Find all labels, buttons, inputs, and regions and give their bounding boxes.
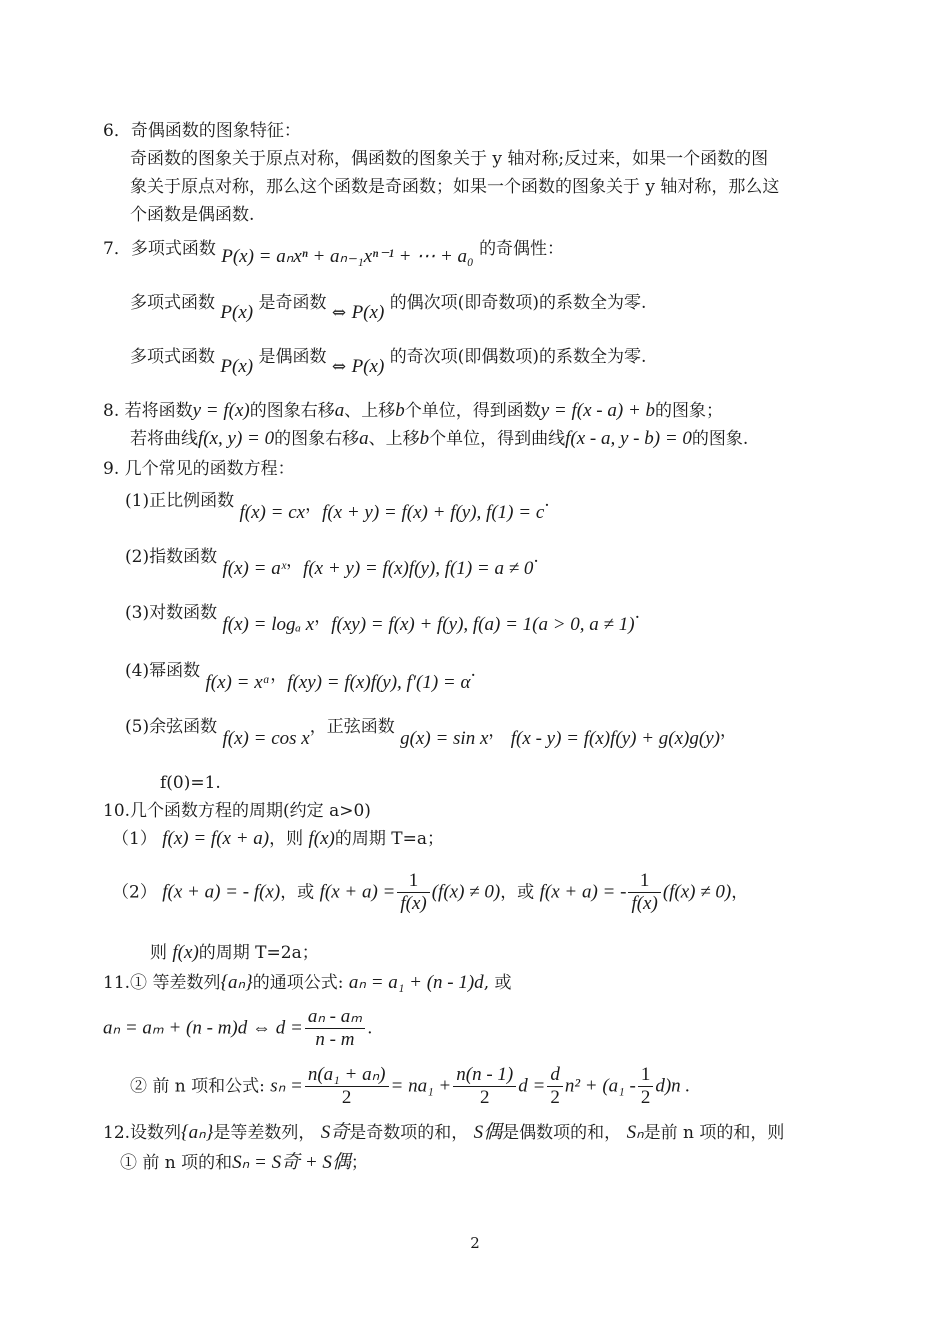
s9-item-3-definition: f(x) = logₐ x — [222, 614, 315, 635]
s10-fraction-2-numerator: 1 — [628, 870, 660, 893]
odd-rule-px-1: P(x) — [220, 302, 254, 323]
s11-sum-lhs: sₙ = — [270, 1075, 303, 1097]
s10-item-1 — [112, 828, 444, 850]
s8-l2-text-e: 的图象. — [691, 429, 749, 449]
section-12-line-2 — [120, 1152, 368, 1174]
s9-item-1-equation: f(x + y) = f(x) + f(y), f(1) = c — [322, 502, 545, 523]
section-11-line-3 — [130, 1062, 690, 1111]
s11-sum-part-3: d = — [518, 1075, 546, 1097]
section-8-line-2 — [130, 428, 748, 450]
polynomial-formula: P(x) = aₙxⁿ + aₙ₋₁xⁿ⁻¹ + ⋯ + a₀ — [221, 246, 474, 267]
s11-alt-formula-dot: . — [367, 1018, 373, 1039]
s10-item-1-equation: f(x) = f(x + a) — [162, 828, 270, 849]
s9-item-4-equation: f(xy) = f(x)f(y), f′(1) = α — [287, 672, 471, 693]
s11-general-term-formula: aₙ = a₁ + (n - 1)d — [348, 972, 484, 993]
s9-item-5-comma-1: ， — [488, 721, 506, 741]
s8-l1-text-c: 、上移 — [344, 401, 396, 421]
s10-item-2-or-1: ，或 — [280, 882, 315, 903]
section-10-title: 10.几个函数方程的周期(约定 a>0) — [103, 801, 371, 821]
s11-title: 11.① 等差数列 — [103, 973, 221, 993]
section-7-odd-rule — [130, 292, 647, 323]
s11-sequence: {aₙ} — [220, 972, 253, 993]
s11-sum-fraction-4-numerator: 1 — [638, 1064, 654, 1087]
s8-l1-text-e: 的图象； — [655, 401, 724, 421]
section-9-title: 9. 几个常见的函数方程： — [103, 459, 295, 479]
s12-sequence: {aₙ} — [181, 1122, 214, 1143]
s8-l2-text-d: 个单位，得到曲线 — [429, 429, 566, 449]
s9-item-3-comma: ， — [314, 607, 332, 627]
s11-sum-fraction-4-denominator: 2 — [640, 1087, 651, 1108]
s8-l1-function-1: y = f(x) — [192, 400, 250, 421]
s8-l2-var-b: b — [419, 428, 430, 449]
s11-sum-label: ② 前 n 项和公式: — [130, 1076, 265, 1097]
section-6-line-2: 象关于原点对称，那么这个函数是奇函数；如果一个函数的图象关于 y 轴对称，那么这 — [130, 177, 780, 197]
s9-item-1-dot: . — [544, 491, 550, 511]
s11-general-term-label: 的通项公式: — [252, 973, 344, 993]
s9-item-4-definition: f(x) = xᵅ — [205, 672, 271, 693]
s9-item-1-comma: ， — [305, 495, 323, 515]
s12-text-d: 是偶数项的和， — [502, 1123, 622, 1143]
s10-item-2-equation-1: f(x + a) = - f(x) — [162, 881, 281, 903]
s11-sum-fraction-1-denominator: 2 — [341, 1087, 352, 1108]
section-6-title: 6．奇偶函数的图象特征： — [103, 121, 301, 141]
s9-item-5 — [125, 716, 737, 749]
s9-item-4-dot: . — [470, 661, 476, 681]
s12-text-c: 是奇数项的和， — [349, 1123, 469, 1143]
s9-item-3-dot: . — [634, 603, 640, 623]
s9-item-1-definition: f(x) = cx — [239, 502, 306, 523]
s9-item-1 — [125, 490, 550, 523]
s10-item-2-fraction-2 — [628, 870, 660, 915]
s10-item-2-condition-2: (f(x) ≠ 0) — [662, 881, 732, 903]
s10-fraction-2-denominator: f(x) — [631, 893, 658, 914]
section-8-line-1 — [103, 400, 723, 422]
s9-item-5-label: (5)余弦函数 — [125, 717, 218, 737]
s12-text-e: 是前 n 项的和，则 — [643, 1123, 785, 1143]
s8-l2-curve-2: f(x - a, y - b) = 0 — [565, 428, 692, 449]
s11-alt-formula: aₙ = aₘ + (n - m)d ⇔ d = — [103, 1017, 303, 1039]
s9-item-3-equation: f(xy) = f(x) + f(y), f(a) = 1(a > 0, a ≠ 1) — [331, 614, 635, 635]
s11-d-fraction — [305, 1006, 365, 1051]
s8-l1-text-a: 8. 若将函数 — [103, 401, 193, 421]
s10-fraction-1-denominator: f(x) — [400, 893, 427, 914]
odd-rule-px-2: P(x) — [351, 302, 385, 323]
s11-sum-fraction-2-denominator: 2 — [479, 1087, 490, 1108]
s9-item-2-comma: ， — [286, 551, 304, 571]
s10-tail-period: 的周期 T=2a； — [198, 943, 319, 963]
s10-tail-fx: f(x) — [172, 942, 199, 963]
s8-l1-var-b: b — [395, 400, 405, 421]
even-rule-suffix: 的奇次项(即偶数项)的系数全为零. — [389, 347, 647, 367]
s10-item-1-then: ，则 — [269, 829, 304, 849]
s9-item-2-dot: . — [533, 547, 539, 567]
section-7-title — [103, 238, 565, 267]
s10-item-1-period: 的周期 T=a； — [334, 829, 445, 849]
s11-sum-part-4: n² + (a₁ - — [564, 1075, 636, 1097]
s9-item-2 — [125, 546, 539, 579]
page-number: 2 — [470, 1234, 480, 1252]
s8-l2-text-b: 的图象右移 — [274, 429, 360, 449]
s12-sum-formula: Sₙ = S奇 + S偶 — [232, 1152, 351, 1173]
s11-or: , 或 — [483, 973, 512, 993]
s11-sum-part-2: = na₁ + — [390, 1075, 452, 1097]
s12-text-b: 是等差数列， — [213, 1123, 316, 1143]
s11-sum-fraction-2-numerator: n(n - 1) — [453, 1064, 516, 1087]
section-6-line-3: 个函数是偶函数. — [130, 205, 255, 225]
section-6-line-1: 奇函数的图象关于原点对称，偶函数的图象关于 y 轴对称;反过来，如果一个函数的图 — [130, 149, 769, 169]
s9-item-1-label: (1)正比例函数 — [125, 491, 235, 511]
odd-rule-iff: ⇔ — [331, 303, 347, 323]
s10-fraction-1-numerator: 1 — [397, 870, 429, 893]
s9-item-4-comma: ， — [270, 665, 288, 685]
s8-l2-text-c: 、上移 — [368, 429, 420, 449]
s8-l1-text-b: 的图象右移 — [249, 401, 335, 421]
s9-item-2-equation: f(x + y) = f(x)f(y), f(1) = a ≠ 0 — [303, 558, 534, 579]
section-7-title-prefix: 7．多项式函数 — [103, 239, 216, 259]
s12-s-n: Sₙ — [626, 1122, 644, 1143]
s8-l2-var-a: a — [359, 428, 369, 449]
odd-rule-prefix: 多项式函数 — [130, 293, 215, 313]
s10-item-2-comma: ， — [731, 882, 749, 903]
s9-item-5-cosine: f(x) = cos x — [222, 728, 310, 749]
s11-sum-fraction-1-numerator: n(a₁ + aₙ) — [305, 1064, 389, 1087]
s11-d-numerator: aₙ - aₘ — [305, 1006, 365, 1029]
s10-item-2 — [112, 870, 748, 915]
even-rule-px-2: P(x) — [351, 356, 385, 377]
even-rule-px-1: P(x) — [220, 356, 254, 377]
odd-rule-suffix: 的偶次项(即奇数项)的系数全为零. — [389, 293, 647, 313]
s11-sum-fraction-3 — [547, 1064, 563, 1109]
s11-sum-fraction-3-numerator: d — [547, 1064, 563, 1087]
s12-s-even: S偶 — [473, 1122, 503, 1143]
s12-title: 12.设数列 — [103, 1123, 182, 1143]
s10-item-2-fraction-1 — [397, 870, 429, 915]
s11-sum-part-5: d)n . — [655, 1075, 691, 1097]
s10-item-2-condition-1: (f(x) ≠ 0) — [431, 881, 501, 903]
s12-sum-label: ① 前 n 项的和 — [120, 1153, 233, 1173]
s10-item-1-fx: f(x) — [308, 828, 335, 849]
s11-sum-fraction-2 — [453, 1064, 516, 1109]
s9-item-5-comma-2: ， — [719, 721, 737, 741]
s10-tail-then: 则 — [150, 943, 167, 963]
s12-sum-end: ； — [350, 1153, 368, 1173]
even-rule-iff: ⇔ — [331, 357, 347, 377]
s9-item-5-sine-label: ，正弦函数 — [309, 717, 395, 737]
odd-rule-mid: 是奇函数 — [258, 293, 327, 313]
even-rule-mid: 是偶函数 — [258, 347, 327, 367]
s10-item-1-label: （1） — [112, 829, 157, 849]
s11-d-denominator: n - m — [315, 1029, 355, 1050]
s8-l1-function-2: y = f(x - a) + b — [540, 400, 656, 421]
s12-s-odd: S奇 — [320, 1122, 350, 1143]
s9-item-5-sine: g(x) = sin x — [400, 728, 489, 749]
s10-item-2-label: （2） — [112, 882, 157, 903]
s9-item-3 — [125, 602, 640, 635]
s9-item-4-label: (4)幂函数 — [125, 661, 201, 681]
s11-sum-fraction-4 — [638, 1064, 654, 1109]
s8-l2-text-a: 若将曲线 — [130, 429, 198, 449]
s11-sum-fraction-1 — [305, 1064, 389, 1109]
section-7-even-rule — [130, 346, 647, 377]
section-12-line-1 — [103, 1122, 784, 1144]
s9-item-3-label: (3)对数函数 — [125, 603, 218, 623]
s10-item-2-equation-3-lhs: f(x + a) = - — [539, 881, 627, 903]
s8-l2-curve-1: f(x, y) = 0 — [198, 428, 275, 449]
section-7-title-suffix: 的奇偶性： — [479, 239, 565, 259]
s9-item-2-definition: f(x) = aˣ — [222, 558, 287, 579]
s10-item-2-equation-2-lhs: f(x + a) = — [319, 881, 396, 903]
s11-sum-fraction-3-denominator: 2 — [550, 1087, 560, 1108]
s9-item-2-label: (2)指数函数 — [125, 547, 218, 567]
s9-item-5-tail: f(0)=1. — [160, 773, 221, 793]
even-rule-prefix: 多项式函数 — [130, 347, 215, 367]
section-11-line-1 — [103, 972, 512, 994]
s9-item-5-equation: f(x - y) = f(x)f(y) + g(x)g(y) — [510, 728, 720, 749]
s9-item-4 — [125, 660, 476, 693]
s8-l1-var-a: a — [334, 400, 345, 421]
s8-l1-text-d: 个单位，得到函数 — [404, 401, 541, 421]
section-11-line-2 — [103, 1006, 372, 1051]
s10-item-2-or-2: ，或 — [500, 882, 535, 903]
s10-item-2-tail — [150, 942, 319, 964]
